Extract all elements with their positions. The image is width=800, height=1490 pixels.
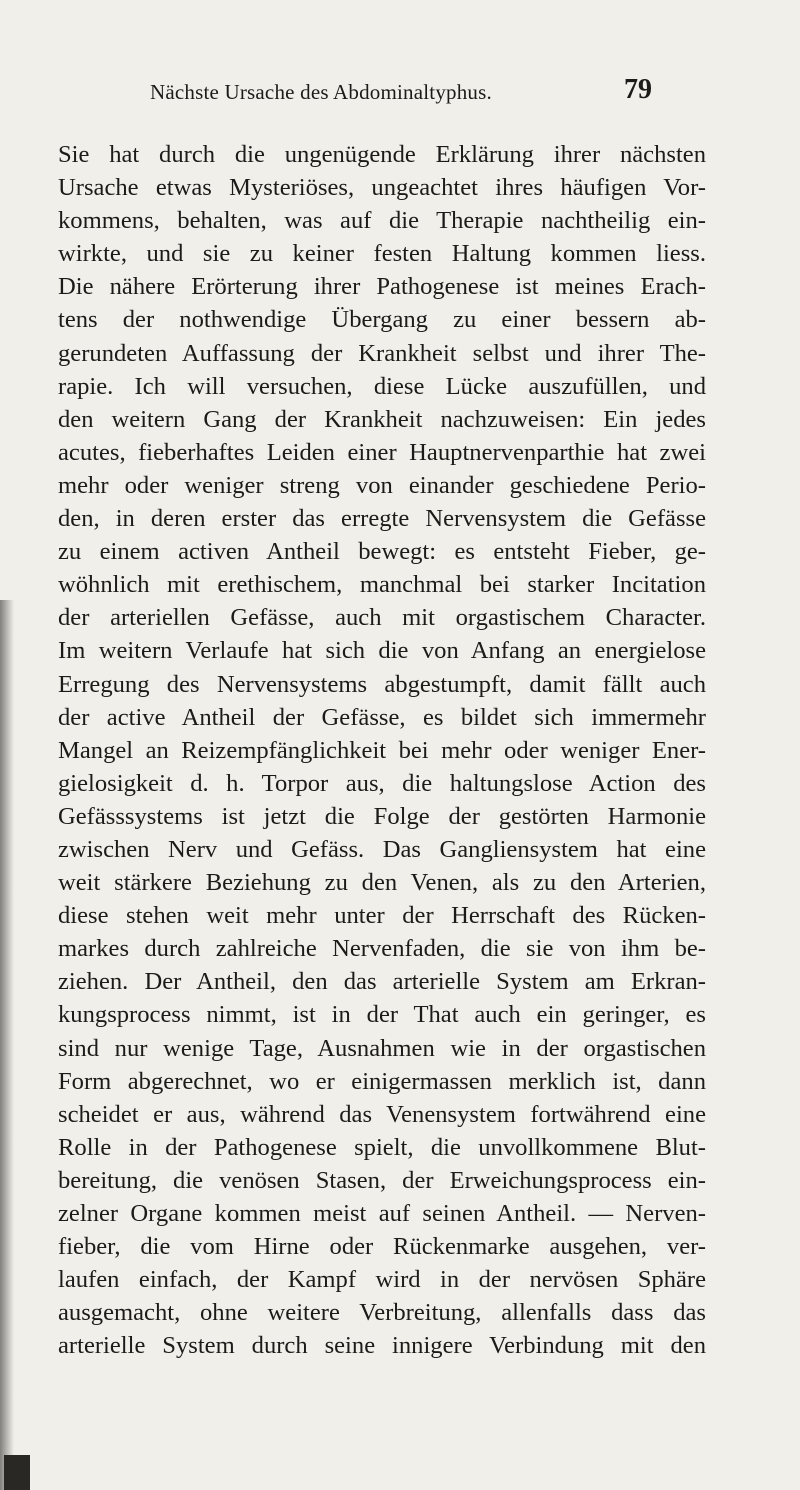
text-line: den weitern Gang der Krankheit nachzuweisen: Ein jedes [58, 405, 706, 433]
running-header: Nächste Ursache des Abdominaltyphus. [150, 80, 492, 104]
binding-edge-mark [4, 1455, 30, 1490]
text-line: rapie. Ich will versuchen, diese Lücke auszufüllen, und [58, 372, 706, 400]
text-line: wöhnlich mit erethischem, manchmal bei starker Incitation [58, 571, 706, 599]
text-line: mehr oder weniger streng von einander geschiedene Perio- [58, 471, 706, 499]
text-line: kungsprocess nimmt, ist in der That auch ein geringer, es [58, 1001, 706, 1029]
text-line: Im weitern Verlaufe hat sich die von Anfang an energielose [58, 637, 706, 665]
text-line: arterielle System durch seine innigere Verbindung mit den [58, 1332, 706, 1360]
text-line: zu einem activen Antheil bewegt: es entsteht Fieber, ge- [58, 538, 706, 566]
page-number: 79 [624, 74, 652, 105]
text-line: wirkte, und sie zu keiner festen Haltung kommen liess. [58, 240, 706, 268]
text-line: laufen einfach, der Kampf wird in der nervösen Sphäre [58, 1266, 706, 1294]
text-line: markes durch zahlreiche Nervenfaden, die sie von ihm be- [58, 935, 706, 963]
text-line: Rolle in der Pathogenese spielt, die unvollkommene Blut- [58, 1133, 706, 1161]
text-line: Erregung des Nervensystems abgestumpft, damit fällt auch [58, 670, 706, 698]
text-line: ausgemacht, ohne weitere Verbreitung, allenfalls dass das [58, 1299, 706, 1327]
text-line: gerundeten Auffassung der Krankheit selbst und ihrer The- [58, 339, 706, 367]
text-line: Form abgerechnet, wo er einigermassen merklich ist, dann [58, 1067, 706, 1095]
text-line: gielosigkeit d. h. Torpor aus, die haltungslose Action des [58, 769, 706, 797]
text-line: zwischen Nerv und Gefäss. Das Gangliensystem hat eine [58, 835, 706, 863]
text-line: ziehen. Der Antheil, den das arterielle System am Erkran- [58, 968, 706, 996]
text-line: bereitung, die venösen Stasen, der Erweichungsprocess ein- [58, 1166, 706, 1194]
text-line: sind nur wenige Tage, Ausnahmen wie in der orgastischen [58, 1034, 706, 1062]
text-line: tens der nothwendige Übergang zu einer bessern ab- [58, 306, 706, 334]
text-line: scheidet er aus, während das Venensystem fortwährend eine [58, 1100, 706, 1128]
text-line: den, in deren erster das erregte Nervensystem die Gefässe [58, 505, 706, 533]
text-line: Die nähere Erörterung ihrer Pathogenese ist meines Erach- [58, 273, 706, 301]
text-line: Gefässsystems ist jetzt die Folge der gestörten Harmonie [58, 802, 706, 830]
text-line: zelner Organe kommen meist auf seinen Antheil. — Nerven- [58, 1200, 706, 1227]
text-line: Mangel an Reizempfänglichkeit bei mehr oder weniger Ener- [58, 736, 706, 764]
text-line: fieber, die vom Hirne oder Rückenmarke ausgehen, ver- [58, 1233, 706, 1261]
binding-gutter-shadow [0, 600, 14, 1490]
text-line: Ursache etwas Mysteriöses, ungeachtet ihres häufigen Vor- [58, 174, 706, 202]
text-line: der active Antheil der Gefässe, es bildet sich immermehr [58, 703, 706, 731]
text-line: Sie hat durch die ungenügende Erklärung ihrer nächsten [58, 141, 706, 168]
text-line: diese stehen weit mehr unter der Herrschaft des Rücken- [58, 902, 706, 930]
text-line: der arteriellen Gefässe, auch mit orgastischem Character. [58, 604, 706, 632]
body-text [58, 138, 706, 1362]
text-line: kommens, behalten, was auf die Therapie nachtheilig ein- [58, 207, 706, 235]
text-line: acutes, fieberhaftes Leiden einer Hauptnervenparthie hat zwei [58, 438, 706, 466]
text-line: weit stärkere Beziehung zu den Venen, als zu den Arterien, [58, 869, 706, 897]
